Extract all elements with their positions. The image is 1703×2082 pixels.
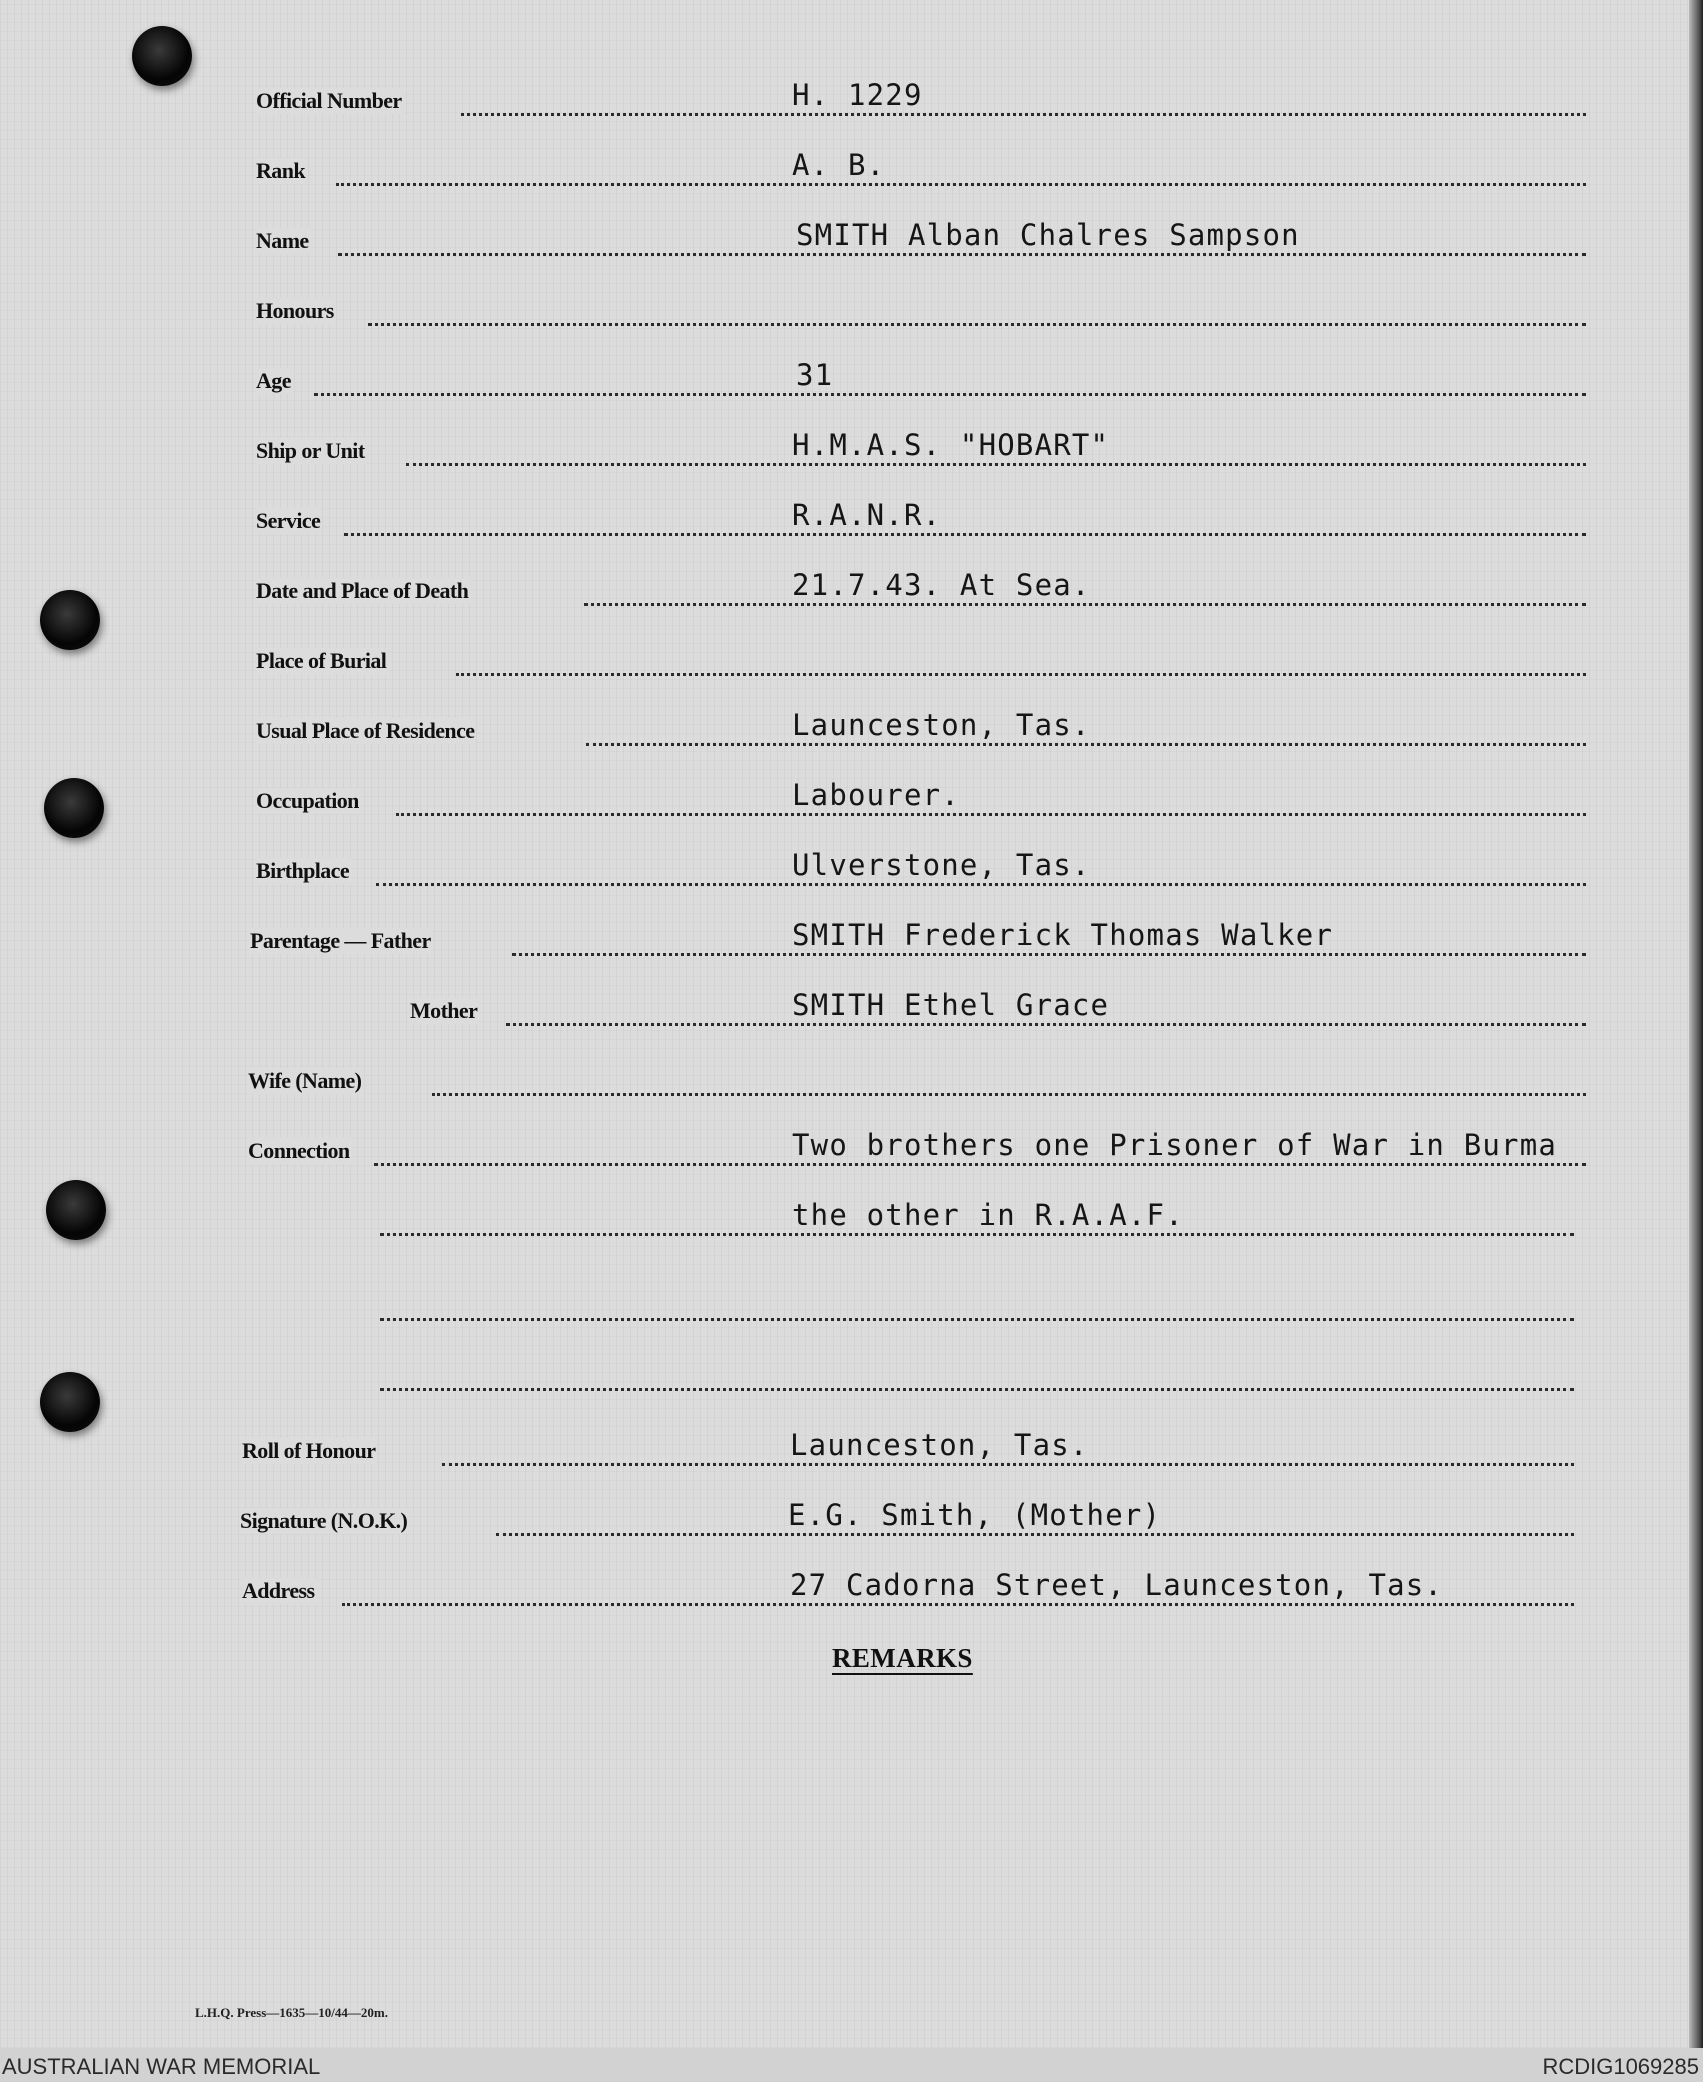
field-label: Age bbox=[256, 368, 291, 393]
dotted-line bbox=[380, 1233, 1574, 1236]
field-label: Birthplace bbox=[256, 858, 349, 883]
field-usual-place-of-residence bbox=[256, 706, 1586, 750]
dotted-line bbox=[342, 1603, 1574, 1606]
field-value: Launceston, Tas. bbox=[790, 1428, 1089, 1462]
field-label: Date and Place of Death bbox=[256, 578, 469, 603]
dotted-line bbox=[456, 673, 1586, 676]
field-roll-of-honour bbox=[242, 1426, 1574, 1470]
dotted-line bbox=[442, 1463, 1574, 1466]
field-age bbox=[256, 356, 1586, 400]
page-edge-shadow bbox=[1689, 0, 1703, 2048]
footer-institution: AUSTRALIAN WAR MEMORIAL bbox=[2, 2054, 321, 2079]
field-value: Labourer. bbox=[792, 778, 960, 812]
field-label: Ship or Unit bbox=[256, 438, 365, 463]
field-label: Connection bbox=[248, 1138, 350, 1163]
field-value: 31 bbox=[796, 358, 834, 392]
field-value: E.G. Smith, (Mother) bbox=[788, 1498, 1162, 1532]
field-label: Signature (N.O.K.) bbox=[240, 1508, 408, 1533]
field-label: Wife (Name) bbox=[248, 1068, 362, 1093]
dotted-line bbox=[338, 253, 1586, 256]
field-label: Address bbox=[242, 1578, 315, 1603]
field-label: Occupation bbox=[256, 788, 359, 813]
dotted-line bbox=[461, 113, 1586, 116]
field-service bbox=[256, 496, 1586, 540]
field-signature-nok bbox=[240, 1496, 1574, 1540]
field-date-place-of-death bbox=[256, 566, 1586, 610]
press-code: L.H.Q. Press—1635—10/44—20m. bbox=[195, 2005, 388, 2020]
field-connection bbox=[248, 1126, 1586, 1170]
field-value: SMITH Alban Chalres Sampson bbox=[796, 218, 1300, 252]
footer-record-id: RCDIG1069285 bbox=[1542, 2054, 1699, 2079]
dotted-line bbox=[586, 743, 1586, 746]
field-value: H.M.A.S. "HOBART" bbox=[792, 428, 1110, 462]
field-value: H. 1229 bbox=[792, 78, 923, 112]
field-value: SMITH Frederick Thomas Walker bbox=[792, 918, 1334, 952]
dotted-line bbox=[374, 1163, 1586, 1166]
dotted-line bbox=[406, 463, 1586, 466]
field-label: Parentage — Father bbox=[250, 928, 431, 953]
blank-dotted-line bbox=[380, 1318, 1574, 1321]
dotted-line bbox=[376, 883, 1586, 886]
field-rank bbox=[256, 146, 1586, 190]
field-label: Name bbox=[256, 228, 309, 253]
field-label: Roll of Honour bbox=[242, 1438, 376, 1463]
field-value: 21.7.43. At Sea. bbox=[792, 568, 1091, 602]
field-label: Place of Burial bbox=[256, 648, 387, 673]
dotted-line bbox=[432, 1093, 1586, 1096]
field-value: the other in R.A.A.F. bbox=[792, 1198, 1184, 1232]
punch-hole-4 bbox=[46, 1180, 106, 1240]
field-label: Mother bbox=[410, 998, 478, 1023]
field-label: Usual Place of Residence bbox=[256, 718, 475, 743]
field-place-of-burial bbox=[256, 636, 1586, 680]
remarks-heading: REMARKS bbox=[832, 1643, 973, 1673]
dotted-line bbox=[314, 393, 1586, 396]
field-value: SMITH Ethel Grace bbox=[792, 988, 1110, 1022]
dotted-line bbox=[512, 953, 1586, 956]
punch-hole-2 bbox=[40, 590, 100, 650]
field-parentage-father bbox=[250, 916, 1586, 960]
field-label: Rank bbox=[256, 158, 305, 183]
dotted-line bbox=[506, 1023, 1586, 1026]
field-value: Launceston, Tas. bbox=[792, 708, 1091, 742]
field-wife-name bbox=[248, 1056, 1586, 1100]
field-honours bbox=[256, 286, 1586, 330]
field-value: Two brothers one Prisoner of War in Burma bbox=[792, 1128, 1558, 1162]
blank-dotted-line bbox=[380, 1388, 1574, 1391]
field-value: Ulverstone, Tas. bbox=[792, 848, 1091, 882]
field-connection-continued bbox=[380, 1196, 1574, 1240]
field-name bbox=[256, 216, 1586, 260]
field-ship-or-unit bbox=[256, 426, 1586, 470]
field-label: Service bbox=[256, 508, 321, 533]
field-value: A. B. bbox=[792, 148, 886, 182]
dotted-line bbox=[368, 323, 1586, 326]
field-occupation bbox=[256, 776, 1586, 820]
field-birthplace bbox=[256, 846, 1586, 890]
dotted-line bbox=[344, 533, 1586, 536]
field-label: Official Number bbox=[256, 88, 402, 113]
field-label: Honours bbox=[256, 298, 334, 323]
field-address bbox=[242, 1566, 1574, 1610]
punch-hole-1 bbox=[132, 26, 192, 86]
dotted-line bbox=[584, 603, 1586, 606]
punch-hole-3 bbox=[44, 778, 104, 838]
field-value: R.A.N.R. bbox=[792, 498, 942, 532]
dotted-line bbox=[496, 1533, 1574, 1536]
punch-hole-5 bbox=[40, 1372, 100, 1432]
field-official-number bbox=[256, 76, 1586, 120]
field-parentage-mother bbox=[410, 986, 1586, 1030]
dotted-line bbox=[396, 813, 1586, 816]
field-value: 27 Cadorna Street, Launceston, Tas. bbox=[790, 1568, 1444, 1602]
dotted-line bbox=[336, 183, 1586, 186]
